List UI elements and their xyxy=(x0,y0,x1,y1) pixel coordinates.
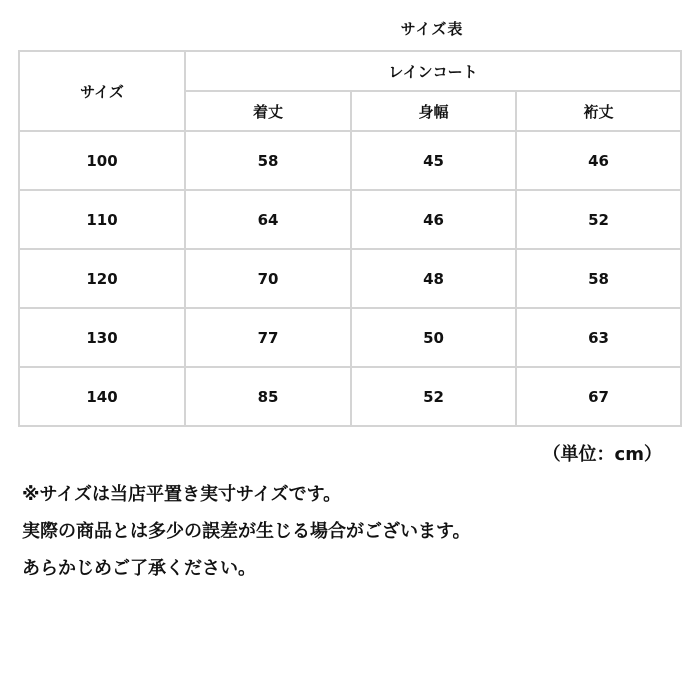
table-row xyxy=(19,190,681,249)
value-cell: 52 xyxy=(351,367,516,426)
value-cell: 63 xyxy=(516,308,681,367)
value-cell: 46 xyxy=(351,190,516,249)
column-header-width: 身幅 xyxy=(351,91,516,131)
unit-label: （単位：cm） xyxy=(542,444,662,465)
value-cell: 70 xyxy=(185,249,351,308)
value-cell: 85 xyxy=(185,367,351,426)
size-cell: 130 xyxy=(19,308,185,367)
size-cell: 100 xyxy=(19,131,185,190)
table-row xyxy=(19,131,681,190)
column-header-length: 着丈 xyxy=(185,91,351,131)
size-column-header: サイズ xyxy=(19,51,185,131)
table-row xyxy=(19,308,681,367)
column-header-sleeve: 裄丈 xyxy=(516,91,681,131)
note-line: ※サイズは当店平置き実寸サイズです。 xyxy=(22,484,342,505)
raincoat-group-header: レインコート xyxy=(185,51,681,91)
value-cell: 67 xyxy=(516,367,681,426)
size-cell: 110 xyxy=(19,190,185,249)
table-row xyxy=(19,367,681,426)
table-title: サイズ表 xyxy=(400,20,464,38)
table-row xyxy=(19,249,681,308)
note-line: 実際の商品とは多少の誤差が生じる場合がございます。 xyxy=(22,521,471,542)
note-line: あらかじめご了承ください。 xyxy=(22,558,256,579)
size-table xyxy=(18,50,682,427)
value-cell: 58 xyxy=(516,249,681,308)
size-cell: 140 xyxy=(19,367,185,426)
value-cell: 77 xyxy=(185,308,351,367)
value-cell: 45 xyxy=(351,131,516,190)
value-cell: 50 xyxy=(351,308,516,367)
value-cell: 48 xyxy=(351,249,516,308)
notes xyxy=(22,476,471,587)
size-cell: 120 xyxy=(19,249,185,308)
value-cell: 58 xyxy=(185,131,351,190)
value-cell: 64 xyxy=(185,190,351,249)
table-header-row-1 xyxy=(19,51,681,91)
value-cell: 52 xyxy=(516,190,681,249)
value-cell: 46 xyxy=(516,131,681,190)
